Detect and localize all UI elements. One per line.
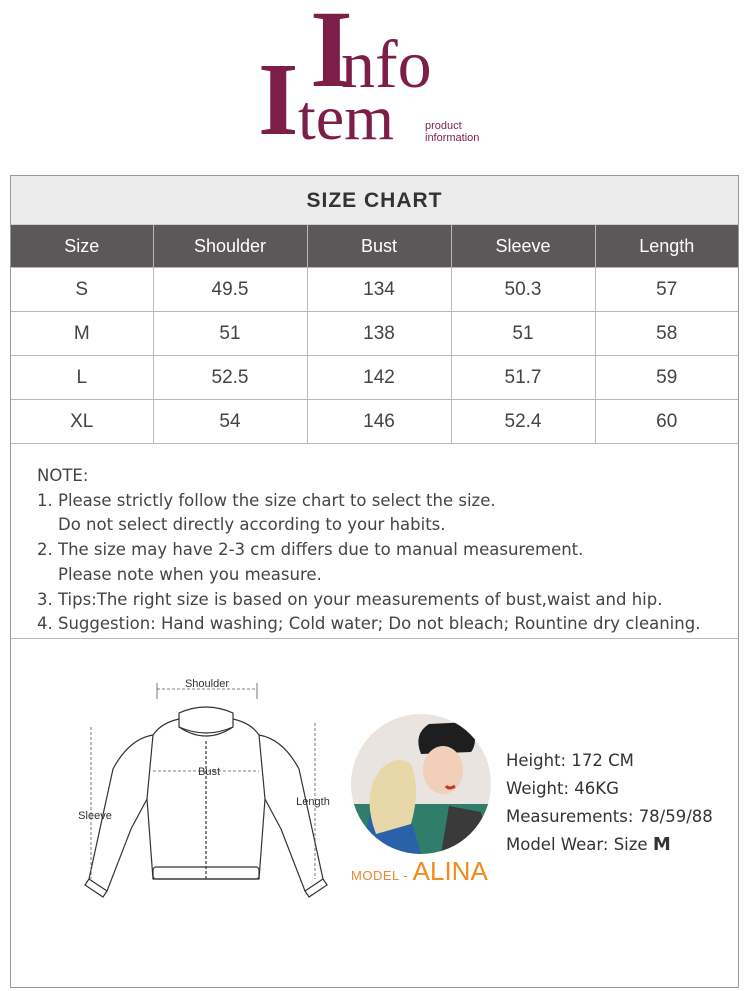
cell: 57 xyxy=(595,268,738,312)
cell: 54 xyxy=(153,400,307,444)
col-sleeve: Sleeve xyxy=(451,225,595,268)
jacket-measurement-diagram xyxy=(61,679,351,919)
model-wear: Model Wear: Size M xyxy=(506,834,671,855)
cell: 52.5 xyxy=(153,356,307,400)
cell: 49.5 xyxy=(153,268,307,312)
length-label: Length xyxy=(296,796,330,808)
col-bust: Bust xyxy=(307,225,451,268)
col-length: Length xyxy=(595,225,738,268)
table-row xyxy=(11,356,738,400)
logo-info-word: nfo xyxy=(341,26,432,102)
model-height: Height: 172 CM xyxy=(506,751,634,770)
note-line: Please note when you measure. xyxy=(58,564,322,584)
logo-item-word: tem xyxy=(298,82,394,153)
model-name-value: ALINA xyxy=(412,856,488,886)
logo-item-initial: I xyxy=(258,42,299,157)
cell: 50.3 xyxy=(451,268,595,312)
logo-info-initial: I xyxy=(310,0,353,110)
cell: 134 xyxy=(307,268,451,312)
cell: 142 xyxy=(307,356,451,400)
notes-heading: NOTE: xyxy=(37,466,89,485)
cell: M xyxy=(11,312,153,356)
brand-logo xyxy=(258,0,498,160)
note-line: Do not select directly according to your habits. xyxy=(58,515,446,535)
cell: 60 xyxy=(595,400,738,444)
model-name xyxy=(351,856,488,887)
cell: 59 xyxy=(595,356,738,400)
cell: 51 xyxy=(451,312,595,356)
logo-subtitle: product information xyxy=(425,120,480,144)
size-info-panel xyxy=(10,175,739,988)
size-table-header xyxy=(11,225,738,268)
model-portrait xyxy=(351,714,491,854)
shoulder-label: Shoulder xyxy=(184,679,230,690)
note-line: 1. Please strictly follow the size chart to select the size. xyxy=(37,490,496,510)
cell: L xyxy=(11,356,153,400)
note-line: 2. The size may have 2-3 cm differs due to manual measurement. xyxy=(37,540,584,560)
note-line: 4. Suggestion: Hand washing; Cold water; Do not bleach; Rountine dry cleaning. xyxy=(37,614,701,634)
table-row xyxy=(11,312,738,356)
cell: 138 xyxy=(307,312,451,356)
model-section xyxy=(11,639,738,979)
cell: 58 xyxy=(595,312,738,356)
cell: 52.4 xyxy=(451,400,595,444)
sleeve-label: Sleeve xyxy=(78,810,112,822)
table-row xyxy=(11,268,738,312)
cell: S xyxy=(11,268,153,312)
note-line: 3. Tips:The right size is based on your measurements of bust,waist and hip. xyxy=(37,589,663,609)
size-chart-title: SIZE CHART xyxy=(11,176,738,225)
model-stats xyxy=(506,747,713,859)
cell: 51.7 xyxy=(451,356,595,400)
bust-label: Bust xyxy=(197,766,221,778)
model-label: MODEL - xyxy=(351,868,409,883)
table-row xyxy=(11,400,738,444)
cell: 51 xyxy=(153,312,307,356)
model-weight: Weight: 46KG xyxy=(506,779,619,798)
col-size: Size xyxy=(11,225,153,268)
col-shoulder: Shoulder xyxy=(153,225,307,268)
size-table xyxy=(11,225,738,444)
model-measurements: Measurements: 78/59/88 xyxy=(506,807,713,826)
cell: 146 xyxy=(307,400,451,444)
notes-section xyxy=(11,444,738,639)
cell: XL xyxy=(11,400,153,444)
